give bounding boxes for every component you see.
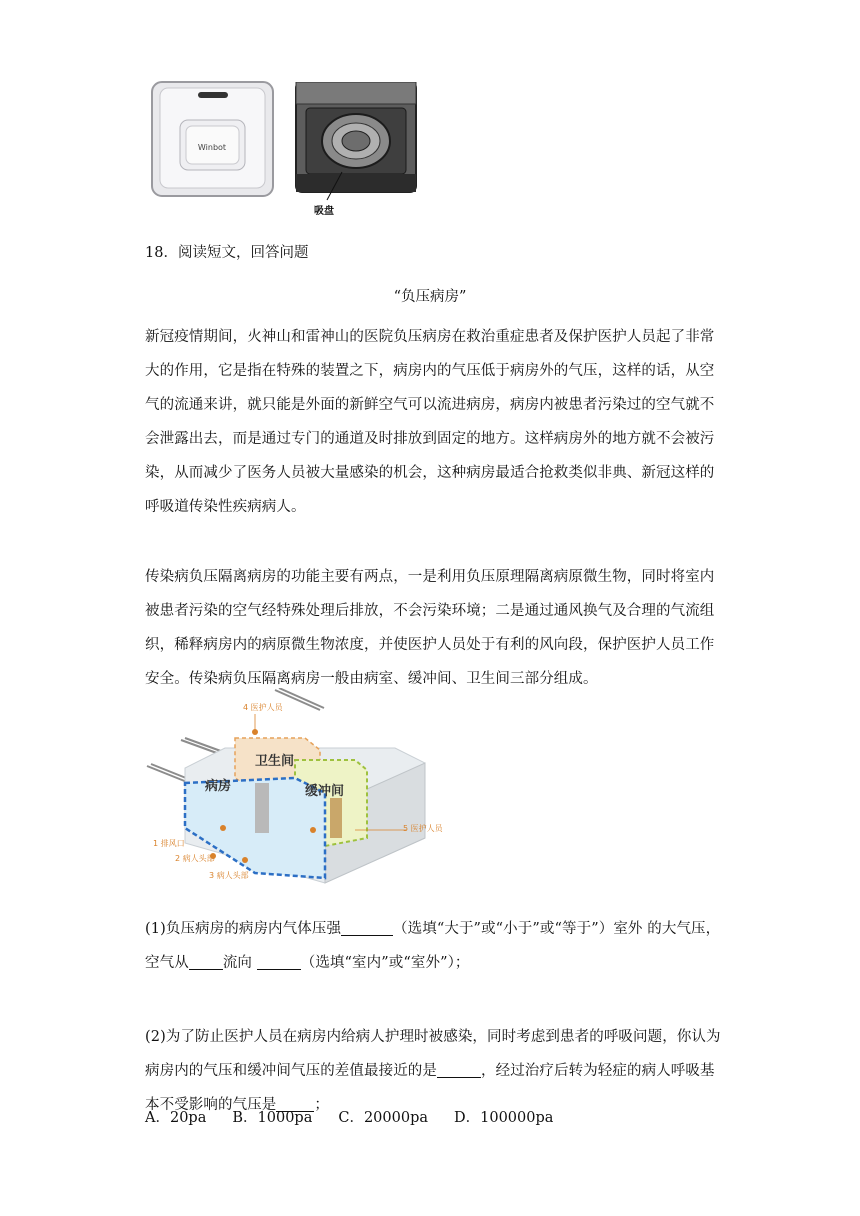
article-title: “负压病房” — [393, 289, 467, 305]
diagram-label-5: 5 医护人员 — [403, 824, 443, 833]
option-a[interactable]: A．20pa — [145, 1110, 207, 1126]
diagram-label-ward: 病房 — [205, 779, 232, 794]
paragraph-1 — [145, 320, 725, 524]
answer-blank-4[interactable] — [437, 1061, 481, 1078]
diagram-label-1: 1 排风口 — [153, 839, 185, 848]
option-d[interactable]: D．100000pa — [454, 1110, 554, 1126]
diagram-label-3: 3 病人头部 — [209, 871, 249, 880]
sub1-text-e: （选填“室内”或“室外”）； — [300, 955, 470, 971]
paragraph-1-text: 新冠疫情期间，火神山和雷神山的医院负压病房在救治重症患者及保护医护人员起了非常大的作用，它是指在特殊的装置之下，病房内的气压低于病房外的气压，这样的话，从空气的流通来讲，就只能是外面的新鲜空气可以流进病房，病房内被患者污染过的空气就不会泄露出去，而是通过专门的通道及时排放到固定的地方。这样病房外的地方就不会被污染，从而减少了医务人员被大量感染的机会，这种病房最适合抢救类似非典、新冠这样的呼吸道传染性疾病病人。 — [145, 329, 715, 515]
sub2-text-c: ； — [314, 1097, 330, 1113]
window-robot-front-image — [150, 80, 275, 198]
answer-blank-2[interactable] — [189, 953, 223, 970]
paragraph-2-text: 传染病负压隔离病房的功能主要有两点，一是利用负压原理隔离病原微生物，同时将室内被患者污染的空气经特殊处理后排放，不会污染环境；二是通过通风换气及合理的气流组织，稀释病房内的病原微生物浓度，并使医护人员处于有利的风向段，保护医护人员工作安全。传染病负压隔离病房一般由病室、缓冲间、卫生间三部分组成。 — [145, 569, 715, 687]
robot-brand-text: Winbot — [197, 143, 227, 152]
diagram-label-4: 4 医护人员 — [243, 703, 283, 712]
option-b[interactable]: B．1000pa — [232, 1110, 313, 1126]
diagram-label-bathroom: 卫生间 — [255, 754, 295, 769]
suction-cup-caption: 吸盘 — [314, 206, 334, 217]
sub-question-1 — [145, 912, 725, 980]
option-c[interactable]: C．20000pa — [338, 1110, 428, 1126]
question-number-title: 18．阅读短文，回答问题 — [145, 245, 309, 261]
answer-blank-3[interactable] — [257, 953, 301, 970]
sub1-text-b: （选填“大于”或“小于”或“等于”）室外 的 — [393, 921, 662, 937]
diagram-label-buffer: 缓冲间 — [305, 784, 345, 799]
sub2-text-a: (2)为了防止医护人员在病房内给病人护理时被感染，同时考虑到患者的呼吸问题，你认为病房内的气压和缓冲间气压的差值最接近的是 — [145, 1029, 721, 1079]
paragraph-2 — [145, 560, 725, 696]
answer-options — [145, 1106, 553, 1127]
sub1-text-d: 流向 — [222, 955, 257, 971]
diagram-label-2: 2 病人头部 — [175, 854, 215, 863]
sub1-text-c: 大气压，空气从 — [145, 921, 721, 971]
sub2-text-b: ，经过治疗后转为轻症的病人呼吸基本不受影响的气压是 — [145, 1063, 715, 1113]
window-robot-back-image — [292, 82, 422, 217]
sub1-text-a: (1)负压病房的病房内气体压强 — [145, 921, 342, 937]
answer-blank-1[interactable] — [341, 919, 393, 936]
negative-pressure-ward-diagram — [145, 688, 445, 888]
